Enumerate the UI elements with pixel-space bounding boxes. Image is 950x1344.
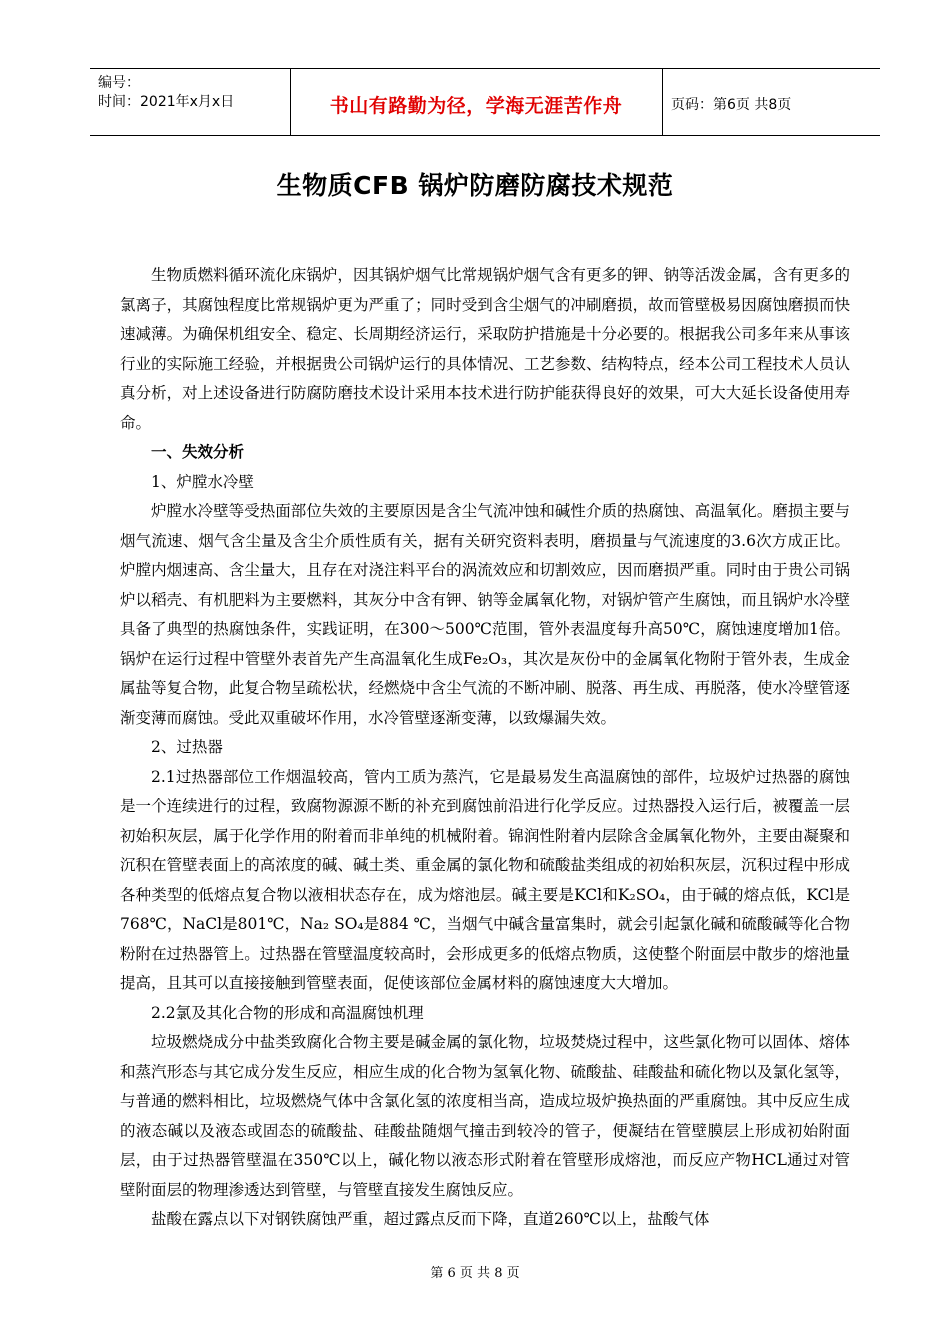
header-motto-cell xyxy=(290,69,663,135)
page-code: 页码：第6页 共8页 xyxy=(671,97,792,113)
paragraph: 垃圾燃烧成分中盐类致腐化合物主要是碱金属的氯化物，垃圾焚烧过程中，这些氯化物可以固体、熔体和蒸汽形态与其它成分发生反应，相应生成的化合物为氢氧化物、硫酸盐、硅酸盐和硫化物以及氯化氢等，与普通的燃料相比，垃圾燃烧气体中含氯化氢的浓度相当高，造成垃圾炉换热面的严重腐蚀。其中反应生成的液态碱以及液态或固态的硫酸盐、硅酸盐随烟气撞击到较冷的管子，便凝结在管壁膜层上形成初始附面层，由于过热器管壁温在350℃以上，碱化物以液态形式附着在管壁形成熔池，而反应产物HCL通过对管壁附面层的物理渗透达到管壁，与管壁直接发生腐蚀反应。 xyxy=(120,1033,850,1199)
header-left-cell xyxy=(90,69,291,135)
subheading: 1、炉膛水冷壁 xyxy=(151,472,254,491)
document-title: 生物质CFB 锅炉防磨防腐技术规范 xyxy=(276,171,674,200)
paragraph-intro: 生物质燃料循环流化床锅炉，因其锅炉烟气比常规锅炉烟气含有更多的钾、钠等活泼金属，含有更多的氯离子，其腐蚀程度比常规锅炉更为严重了；同时受到含尘烟气的冲刷磨损，故而管壁极易因腐蚀磨损而快速减薄。为确保机组安全、稳定、长周期经济运行，采取防护措施是十分必要的。根据我公司多年来从事该行业的实际施工经验，并根据贵公司锅炉运行的具体情况、工艺参数、结构特点，经本公司工程技术人员认真分析，对上述设备进行防腐防磨技术设计采用本技术进行防护能获得良好的效果，可大大延长设备使用寿命。 xyxy=(120,266,850,432)
paragraph: 2.1过热器部位工作烟温较高，管内工质为蒸汽，它是最易发生高温腐蚀的部件，垃圾炉过热器的腐蚀是一个连续进行的过程，致腐物源源不断的补充到腐蚀前沿进行化学反应。过热器投入运行后，被覆盖一层初始积灰层，属于化学作用的附着而非单纯的机械附着。锦润性附着内层除含金属氧化物外，主要由凝聚和沉积在管壁表面上的高浓度的碱、碱土类、重金属的氯化物和硫酸盐类组成的初始积灰层，沉积过程中形成各种类型的低熔点复合物以液相状态存在，成为熔池层。碱主要是KCl和K₂SO₄，由于碱的熔点低，KCl是768℃，NaCl是801℃，Na₂ SO₄是884 ℃，当烟气中碱含量富集时，就会引起氯化碱和硫酸碱等化合物粉附在过热器管上。过热器在管壁温度较高时，会形成更多的低熔点物质，这使整个附面层中散步的熔池量提高，且其可以直接接触到管壁表面，促使该部位金属材料的腐蚀速度大大增加。 xyxy=(120,767,850,992)
paragraph: 炉膛水冷壁等受热面部位失效的主要原因是含尘气流冲蚀和碱性介质的热腐蚀、高温氧化。磨损主要与烟气流速、烟气含尘量及含尘介质性质有关，据有关研究资料表明，磨损量与气流速度的3.6次方成正比。炉膛内烟速高、含尘量大，且存在对浇注料平台的涡流效应和切割效应，因而磨损严重。同时由于贵公司锅炉以稻壳、有机肥料为主要燃料，其灰分中含有钾、钠等金属氧化物，对锅炉管产生腐蚀，而且锅炉水冷壁具备了典型的热腐蚀条件，实践证明，在300～500℃范围，管外表温度每升高50℃，腐蚀速度增加1倍。锅炉在运行过程中管壁外表首先产生高温氧化生成Fe₂O₃，其次是灰份中的金属氧化物附于管外表，生成金属盐等复合物，此复合物呈疏松状，经燃烧中含尘气流的不断冲刷、脱落、再生成、再脱落，使水冷壁管逐渐变薄而腐蚀。受此双重破坏作用，水冷管壁逐渐变薄，以致爆漏失效。 xyxy=(120,502,850,727)
page-footer: 第 6 页 共 8 页 xyxy=(430,1266,520,1281)
body-text xyxy=(120,261,850,1235)
motto-text: 书山有路勤为径，学海无涯苦作舟 xyxy=(329,95,623,117)
subheading: 2.2氯及其化合物的形成和高温腐蚀机理 xyxy=(151,1003,424,1022)
paragraph: 盐酸在露点以下对钢铁腐蚀严重，超过露点反而下降，直道260℃以上，盐酸气体 xyxy=(151,1210,710,1228)
number-label: 编号： xyxy=(98,75,140,91)
header-table xyxy=(90,68,880,136)
section-heading: 一、失效分析 xyxy=(151,443,245,461)
time-label: 时间：2021年x月x日 xyxy=(98,94,235,110)
subheading: 2、过热器 xyxy=(151,738,223,756)
header-page-cell xyxy=(663,69,880,135)
